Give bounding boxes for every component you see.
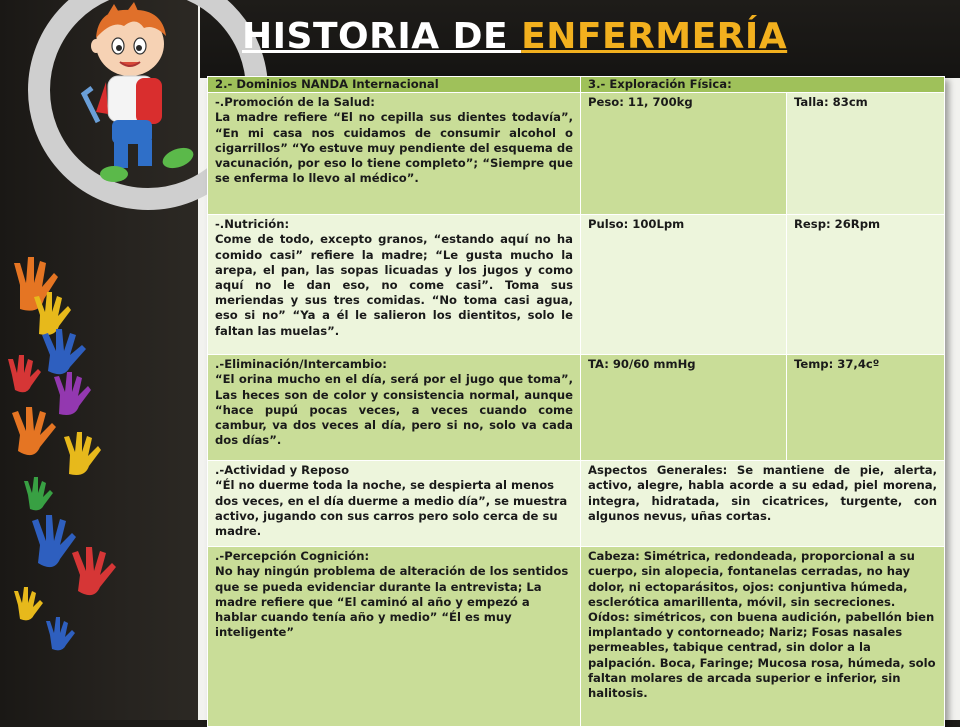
domain-text: “Él no duerme toda la noche, se despierta al menos dos veces, en el día duerme a medio día”, se muestra activo, jugando con sus carros pero solo cerca de su madre. <box>215 478 568 539</box>
domain-cell <box>208 215 581 355</box>
domain-text: Come de todo, excepto granos, “estando aquí no ha comido casi” refiere la madre; “Le gusta mucho la arepa, el pan, las sopas licuadas y los jugos y como aquí no le dan eso, no come casi”. Toma sus meriendas y sus tres comidas. “No toma casi agua, eso si no” “Ya a él le salieron los dientitos, solo le faltan las muelas”. <box>215 232 573 338</box>
colored-hands-decoration <box>0 245 140 665</box>
domain-text: “El orina mucho en el día, será por el jugo que toma”, Las heces son de color y consistencia normal, aunque “hace pupú pocas veces, a veces cuando come cambur, va dos veces al día, pero si no, solo va cada dos días”. <box>215 372 573 448</box>
domain-text: No hay ningún problema de alteración de los sentidos que se pueda evidenciar durante la entrevista; La madre refiere que “El caminó al año y empezó a hablar cuando tenía año y medio” “Él es muy inteligente” <box>215 564 569 640</box>
exam-cell: Peso: 11, 700kg <box>581 93 787 215</box>
exam-cell: Talla: 83cm <box>787 93 945 215</box>
table-header-row <box>208 77 945 93</box>
nursing-history-table <box>207 76 945 727</box>
header-nanda-domains: 2.- Dominios NANDA Internacional <box>208 77 581 93</box>
domain-cell <box>208 461 581 547</box>
domain-cell <box>208 355 581 461</box>
exam-cell-head: Cabeza: Simétrica, redondeada, proporcional a su cuerpo, sin alopecia, fontanelas cerradas, no hay dolor, ni ectoparásitos, ojos: conjuntiva húmeda, esclerótica amarillenta, móvil, sin secreciones. Oídos: simétricos, con buena audición, pabellón bien implantado y contorneado; Nariz; Fosas nasales permeables, tabique centrad, sin dolor a la palpación. Boca, Faringe; Mucosa rosa, húmeda, solo faltan molares de arcada superior e inferior, sin halitosis. <box>581 547 945 727</box>
domain-title: .-Actividad y Reposo <box>215 463 350 478</box>
domain-cell <box>208 547 581 727</box>
table-row <box>208 93 945 215</box>
page-title <box>242 16 787 57</box>
table-row <box>208 547 945 727</box>
domain-text: La madre refiere “El no cepilla sus dientes todavía”, “En mi casa nos cuidamos de consumir alcohol o cigarrillos” “Yo estuve muy pendiente del esquema de vacunación, por eso lo tiene completo”; “Siempre que se enferma lo llevo al médico”. <box>215 110 573 186</box>
table-row <box>208 215 945 355</box>
domain-title: -.Promoción de la Salud: <box>215 95 375 110</box>
exam-cell: TA: 90/60 mmHg <box>581 355 787 461</box>
domain-cell <box>208 93 581 215</box>
table-row <box>208 461 945 547</box>
title-part-2: ENFERMERÍA <box>521 16 788 57</box>
table-row <box>208 355 945 461</box>
exam-cell: Pulso: 100Lpm <box>581 215 787 355</box>
domain-title: .-Eliminación/Intercambio: <box>215 357 387 372</box>
header-physical-exam: 3.- Exploración Física: <box>581 77 945 93</box>
cartoon-child-illustration <box>78 2 198 187</box>
domain-title: .-Percepción Cognición: <box>215 549 370 564</box>
exam-cell: Temp: 37,4cº <box>787 355 945 461</box>
title-part-1: HISTORIA DE <box>242 16 522 57</box>
exam-cell: Resp: 26Rpm <box>787 215 945 355</box>
exam-cell-general: Aspectos Generales: Se mantiene de pie, alerta, activo, alegre, habla acorde a su edad, piel morena, integra, hidratada, sin cicatrices, turgente, con algunos nevus, uñas cortas. <box>581 461 945 547</box>
domain-title: -.Nutrición: <box>215 217 290 232</box>
